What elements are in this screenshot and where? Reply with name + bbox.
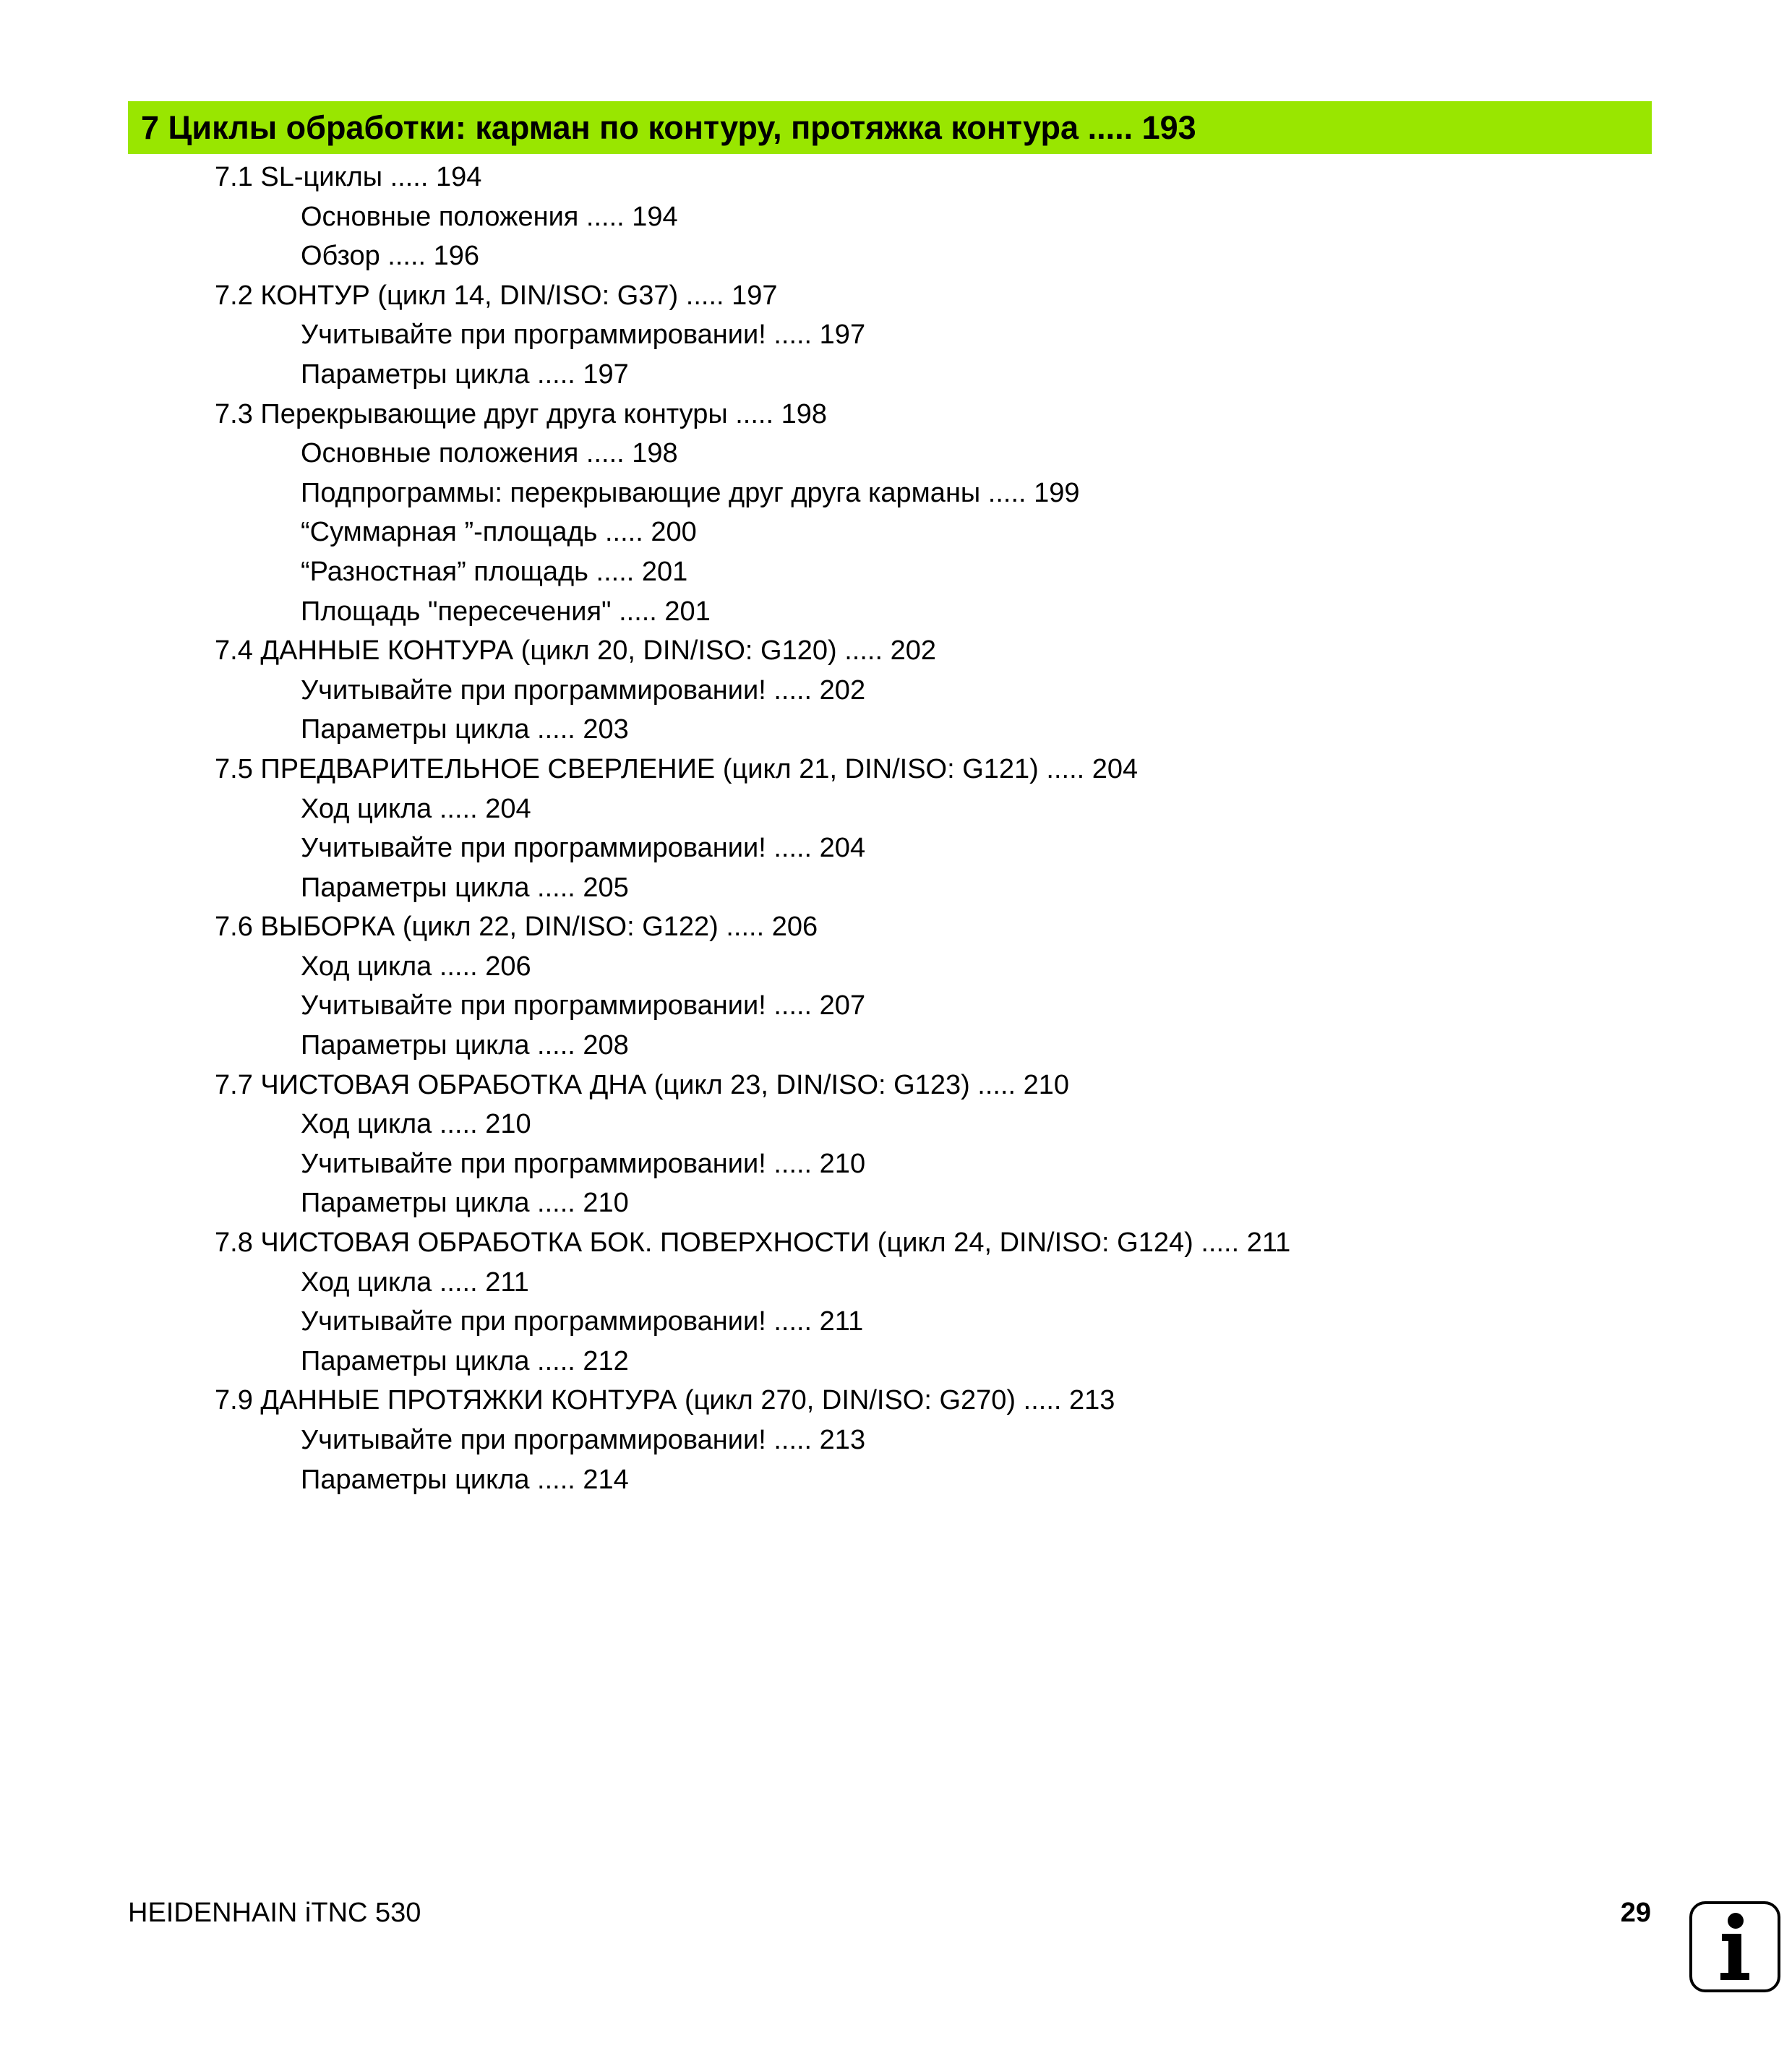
toc-section-entry[interactable]: 7.8 ЧИСТОВАЯ ОБРАБОТКА БОК. ПОВЕРХНОСТИ (цикл 24, DIN/ISO: G124) ..... 211 (215, 1227, 1291, 1259)
toc-section-entry[interactable]: 7.3 Перекрывающие друг друга контуры ..... 198 (215, 398, 827, 429)
toc-subsection-entry[interactable]: Основные положения ..... 198 (301, 438, 678, 469)
toc-section-entry[interactable]: 7.7 ЧИСТОВАЯ ОБРАБОТКА ДНА (цикл 23, DIN/ISO: G123) ..... 210 (215, 1069, 1070, 1100)
toc-subsection-entry[interactable]: Параметры цикла ..... 205 (301, 872, 629, 903)
chapter-title[interactable]: 7 Циклы обработки: карман по контуру, протяжка контура ..... 193 (141, 109, 1196, 146)
toc-subsection-entry[interactable]: Параметры цикла ..... 203 (301, 714, 629, 745)
toc-subsection-entry[interactable]: Параметры цикла ..... 197 (301, 359, 629, 390)
footer-product-name: HEIDENHAIN iTNC 530 (128, 1898, 421, 1928)
toc-section-entry[interactable]: 7.9 ДАННЫЕ ПРОТЯЖКИ КОНТУРА (цикл 270, DIN/ISO: G270) ..... 213 (215, 1385, 1115, 1416)
toc-subsection-entry[interactable]: Учитывайте при программировании! ..... 207 (301, 990, 866, 1021)
toc-subsection-entry[interactable]: Параметры цикла ..... 210 (301, 1188, 629, 1219)
toc-section-entry[interactable]: 7.5 ПРЕДВАРИТЕЛЬНОЕ СВЕРЛЕНИЕ (цикл 21, DIN/ISO: G121) ..... 204 (215, 753, 1139, 784)
toc-section-entry[interactable]: 7.2 КОНТУР (цикл 14, DIN/ISO: G37) ..... 197 (215, 280, 778, 311)
toc-subsection-entry[interactable]: Площадь "пересечения" ..... 201 (301, 596, 711, 627)
toc-subsection-entry[interactable]: Обзор ..... 196 (301, 241, 480, 272)
toc-section-entry[interactable]: 7.6 ВЫБОРКА (цикл 22, DIN/ISO: G122) ..... 206 (215, 912, 818, 943)
toc-subsection-entry[interactable]: Параметры цикла ..... 212 (301, 1345, 629, 1376)
toc-section-entry[interactable]: 7.4 ДАННЫЕ КОНТУРА (цикл 20, DIN/ISO: G120) ..... 202 (215, 635, 936, 667)
toc-section-entry[interactable]: 7.1 SL-циклы ..... 194 (215, 162, 482, 192)
toc-subsection-entry[interactable]: “Разностная” площадь ..... 201 (301, 556, 688, 587)
toc-list (0, 158, 1792, 1499)
toc-subsection-entry[interactable]: Подпрограммы: перекрывающие друг друга карманы ..... 199 (301, 477, 1080, 508)
toc-subsection-entry[interactable]: Ход цикла ..... 204 (301, 793, 531, 824)
toc-subsection-entry[interactable]: Учитывайте при программировании! ..... 211 (301, 1306, 864, 1337)
toc-subsection-entry[interactable]: Учитывайте при программировании! ..... 213 (301, 1425, 866, 1455)
toc-subsection-entry[interactable]: Параметры цикла ..... 214 (301, 1464, 629, 1495)
chapter-header-bar (128, 101, 1652, 154)
toc-subsection-entry[interactable]: “Суммарная ”-площадь ..... 200 (301, 517, 697, 548)
toc-subsection-entry[interactable]: Ход цикла ..... 206 (301, 951, 531, 982)
info-icon (1689, 1901, 1781, 1993)
toc-subsection-entry[interactable]: Учитывайте при программировании! ..... 204 (301, 833, 866, 864)
toc-subsection-entry[interactable]: Ход цикла ..... 210 (301, 1109, 531, 1140)
toc-subsection-entry[interactable]: Учитывайте при программировании! ..... 197 (301, 320, 866, 351)
toc-subsection-entry[interactable]: Учитывайте при программировании! ..... 202 (301, 674, 866, 706)
toc-subsection-entry[interactable]: Основные положения ..... 194 (301, 201, 678, 232)
footer-page-number: 29 (1620, 1898, 1651, 1928)
toc-subsection-entry[interactable]: Ход цикла ..... 211 (301, 1267, 529, 1298)
toc-subsection-entry[interactable]: Учитывайте при программировании! ..... 210 (301, 1148, 866, 1179)
toc-subsection-entry[interactable]: Параметры цикла ..... 208 (301, 1030, 629, 1061)
